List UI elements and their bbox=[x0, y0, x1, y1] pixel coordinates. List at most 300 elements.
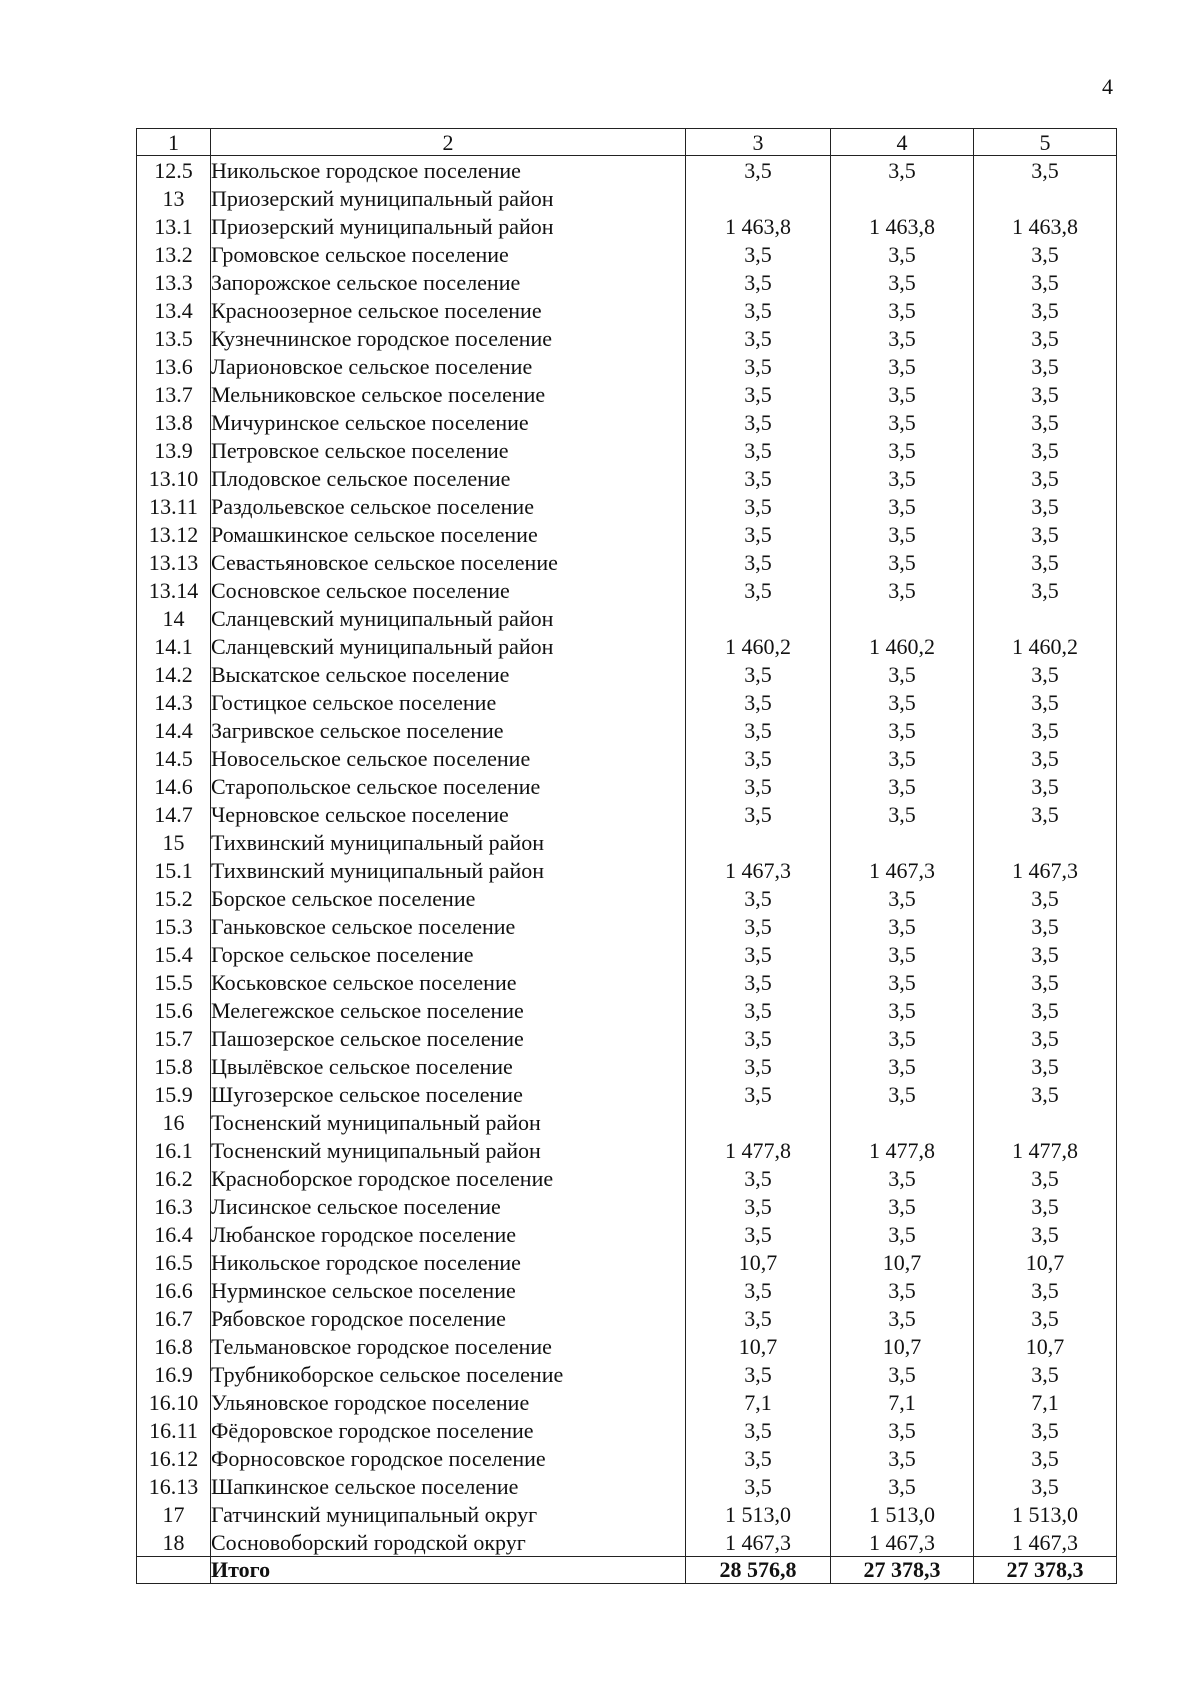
row-number: 14.1 bbox=[137, 632, 211, 660]
row-name: Любанское городское поселение bbox=[211, 1220, 686, 1248]
row-name: Тихвинский муниципальный район bbox=[211, 856, 686, 884]
row-value-col4: 1 477,8 bbox=[831, 1136, 974, 1164]
table-row bbox=[137, 1220, 1117, 1248]
row-value-col4: 3,5 bbox=[831, 1192, 974, 1220]
table-row bbox=[137, 1360, 1117, 1388]
row-number: 13.2 bbox=[137, 240, 211, 268]
row-name: Громовское сельское поселение bbox=[211, 240, 686, 268]
row-name: Ромашкинское сельское поселение bbox=[211, 520, 686, 548]
row-value-col3: 7,1 bbox=[686, 1388, 831, 1416]
row-name: Кузнечнинское городское поселение bbox=[211, 324, 686, 352]
row-value-col5: 3,5 bbox=[974, 968, 1117, 996]
row-name: Приозерский муниципальный район bbox=[211, 212, 686, 240]
row-number: 16.9 bbox=[137, 1360, 211, 1388]
row-value-col4: 3,5 bbox=[831, 1304, 974, 1332]
row-value-col5: 3,5 bbox=[974, 352, 1117, 380]
row-value-col5 bbox=[974, 184, 1117, 212]
table-body bbox=[137, 156, 1117, 1557]
column-header: 2 bbox=[211, 129, 686, 156]
table-row bbox=[137, 408, 1117, 436]
row-value-col4: 3,5 bbox=[831, 156, 974, 185]
row-value-col3: 3,5 bbox=[686, 940, 831, 968]
row-name: Ульяновское городское поселение bbox=[211, 1388, 686, 1416]
table-row bbox=[137, 800, 1117, 828]
table-row bbox=[137, 1108, 1117, 1136]
row-value-col3: 3,5 bbox=[686, 324, 831, 352]
row-value-col3: 3,5 bbox=[686, 744, 831, 772]
row-value-col5: 3,5 bbox=[974, 1360, 1117, 1388]
page-number: 4 bbox=[1102, 74, 1113, 99]
table-row bbox=[137, 912, 1117, 940]
row-value-col3: 3,5 bbox=[686, 996, 831, 1024]
row-value-col3: 3,5 bbox=[686, 912, 831, 940]
row-value-col4: 3,5 bbox=[831, 1360, 974, 1388]
row-number: 15.2 bbox=[137, 884, 211, 912]
row-name: Форносовское городское поселение bbox=[211, 1444, 686, 1472]
row-number: 13.14 bbox=[137, 576, 211, 604]
row-value-col4: 3,5 bbox=[831, 520, 974, 548]
table-row bbox=[137, 1500, 1117, 1528]
row-value-col5: 3,5 bbox=[974, 1304, 1117, 1332]
total-value-col5: 27 378,3 bbox=[974, 1557, 1117, 1584]
row-number: 14.4 bbox=[137, 716, 211, 744]
row-value-col3 bbox=[686, 604, 831, 632]
row-value-col3: 3,5 bbox=[686, 1220, 831, 1248]
row-name: Тосненский муниципальный район bbox=[211, 1136, 686, 1164]
row-name: Тихвинский муниципальный район bbox=[211, 828, 686, 856]
row-name: Мелегежское сельское поселение bbox=[211, 996, 686, 1024]
row-number: 15 bbox=[137, 828, 211, 856]
row-number: 15.6 bbox=[137, 996, 211, 1024]
row-value-col4: 3,5 bbox=[831, 240, 974, 268]
row-value-col5: 3,5 bbox=[974, 156, 1117, 185]
row-value-col4: 3,5 bbox=[831, 464, 974, 492]
row-value-col5: 3,5 bbox=[974, 800, 1117, 828]
total-value-col3: 28 576,8 bbox=[686, 1557, 831, 1584]
table-row bbox=[137, 576, 1117, 604]
table-row bbox=[137, 940, 1117, 968]
table-row bbox=[137, 1192, 1117, 1220]
total-row bbox=[137, 1557, 1117, 1584]
row-name: Петровское сельское поселение bbox=[211, 436, 686, 464]
row-value-col5: 3,5 bbox=[974, 296, 1117, 324]
row-value-col5: 3,5 bbox=[974, 688, 1117, 716]
row-value-col4: 3,5 bbox=[831, 408, 974, 436]
row-value-col3: 3,5 bbox=[686, 296, 831, 324]
row-name: Тосненский муниципальный район bbox=[211, 1108, 686, 1136]
row-value-col3 bbox=[686, 184, 831, 212]
row-number: 16.6 bbox=[137, 1276, 211, 1304]
allocation-table bbox=[136, 128, 1117, 1584]
row-value-col5: 3,5 bbox=[974, 324, 1117, 352]
table-row bbox=[137, 156, 1117, 185]
row-name: Мельниковское сельское поселение bbox=[211, 380, 686, 408]
row-value-col4: 3,5 bbox=[831, 324, 974, 352]
row-number: 15.4 bbox=[137, 940, 211, 968]
row-number: 14.3 bbox=[137, 688, 211, 716]
row-value-col5: 3,5 bbox=[974, 1416, 1117, 1444]
row-value-col5: 7,1 bbox=[974, 1388, 1117, 1416]
table-row bbox=[137, 296, 1117, 324]
row-value-col4: 1 463,8 bbox=[831, 212, 974, 240]
row-value-col5: 3,5 bbox=[974, 576, 1117, 604]
row-value-col4: 3,5 bbox=[831, 1024, 974, 1052]
row-value-col4: 3,5 bbox=[831, 800, 974, 828]
row-value-col4: 7,1 bbox=[831, 1388, 974, 1416]
row-value-col3: 3,5 bbox=[686, 660, 831, 688]
row-value-col3: 3,5 bbox=[686, 1052, 831, 1080]
row-value-col4: 3,5 bbox=[831, 912, 974, 940]
row-number: 15.9 bbox=[137, 1080, 211, 1108]
row-name: Шапкинское сельское поселение bbox=[211, 1472, 686, 1500]
row-value-col5: 10,7 bbox=[974, 1332, 1117, 1360]
row-number: 15.1 bbox=[137, 856, 211, 884]
row-name: Красноборское городское поселение bbox=[211, 1164, 686, 1192]
table-row bbox=[137, 772, 1117, 800]
row-name: Новосельское сельское поселение bbox=[211, 744, 686, 772]
row-number: 14.5 bbox=[137, 744, 211, 772]
row-value-col5: 3,5 bbox=[974, 884, 1117, 912]
table-row bbox=[137, 548, 1117, 576]
row-name: Мичуринское сельское поселение bbox=[211, 408, 686, 436]
row-value-col5: 3,5 bbox=[974, 1024, 1117, 1052]
row-value-col3: 10,7 bbox=[686, 1248, 831, 1276]
row-value-col4: 10,7 bbox=[831, 1248, 974, 1276]
row-value-col4: 3,5 bbox=[831, 1052, 974, 1080]
row-number: 16.11 bbox=[137, 1416, 211, 1444]
row-number: 15.8 bbox=[137, 1052, 211, 1080]
row-value-col4: 3,5 bbox=[831, 352, 974, 380]
row-value-col3: 3,5 bbox=[686, 268, 831, 296]
row-value-col3: 1 513,0 bbox=[686, 1500, 831, 1528]
row-value-col3: 3,5 bbox=[686, 408, 831, 436]
row-name: Красноозерное сельское поселение bbox=[211, 296, 686, 324]
table-row bbox=[137, 688, 1117, 716]
row-number: 15.7 bbox=[137, 1024, 211, 1052]
row-value-col3: 3,5 bbox=[686, 380, 831, 408]
row-name: Гостицкое сельское поселение bbox=[211, 688, 686, 716]
row-name: Запорожское сельское поселение bbox=[211, 268, 686, 296]
row-value-col5: 3,5 bbox=[974, 1192, 1117, 1220]
row-value-col4: 3,5 bbox=[831, 744, 974, 772]
row-name: Выскатское сельское поселение bbox=[211, 660, 686, 688]
row-value-col3: 3,5 bbox=[686, 240, 831, 268]
table-row bbox=[137, 1276, 1117, 1304]
row-number: 13.7 bbox=[137, 380, 211, 408]
row-value-col3 bbox=[686, 1108, 831, 1136]
row-value-col3: 3,5 bbox=[686, 352, 831, 380]
table-row bbox=[137, 268, 1117, 296]
row-value-col5: 3,5 bbox=[974, 1052, 1117, 1080]
row-value-col4: 3,5 bbox=[831, 268, 974, 296]
row-value-col5: 3,5 bbox=[974, 1220, 1117, 1248]
row-name: Раздольевское сельское поселение bbox=[211, 492, 686, 520]
row-value-col4: 3,5 bbox=[831, 548, 974, 576]
row-value-col5: 3,5 bbox=[974, 548, 1117, 576]
row-name: Пашозерское сельское поселение bbox=[211, 1024, 686, 1052]
row-value-col4: 3,5 bbox=[831, 660, 974, 688]
row-number: 16.8 bbox=[137, 1332, 211, 1360]
row-value-col5: 3,5 bbox=[974, 1164, 1117, 1192]
row-value-col4 bbox=[831, 1108, 974, 1136]
column-header: 4 bbox=[831, 129, 974, 156]
row-value-col4: 1 467,3 bbox=[831, 856, 974, 884]
row-name: Сосновское сельское поселение bbox=[211, 576, 686, 604]
row-value-col3: 1 463,8 bbox=[686, 212, 831, 240]
row-number: 13.3 bbox=[137, 268, 211, 296]
row-name: Сланцевский муниципальный район bbox=[211, 632, 686, 660]
row-value-col5: 3,5 bbox=[974, 1472, 1117, 1500]
total-value-col4: 27 378,3 bbox=[831, 1557, 974, 1584]
row-value-col4: 3,5 bbox=[831, 996, 974, 1024]
table-row bbox=[137, 1388, 1117, 1416]
row-name: Черновское сельское поселение bbox=[211, 800, 686, 828]
row-value-col3: 3,5 bbox=[686, 772, 831, 800]
row-name: Лисинское сельское поселение bbox=[211, 1192, 686, 1220]
table-row bbox=[137, 1248, 1117, 1276]
row-value-col5: 3,5 bbox=[974, 744, 1117, 772]
row-value-col3: 3,5 bbox=[686, 156, 831, 185]
table-row bbox=[137, 1472, 1117, 1500]
table-row bbox=[137, 492, 1117, 520]
row-value-col5: 3,5 bbox=[974, 996, 1117, 1024]
row-number: 15.5 bbox=[137, 968, 211, 996]
table-row bbox=[137, 1444, 1117, 1472]
row-value-col4 bbox=[831, 828, 974, 856]
row-value-col3: 3,5 bbox=[686, 1192, 831, 1220]
row-number: 13.5 bbox=[137, 324, 211, 352]
row-value-col4: 3,5 bbox=[831, 884, 974, 912]
table-row bbox=[137, 352, 1117, 380]
column-header: 5 bbox=[974, 129, 1117, 156]
table-row bbox=[137, 632, 1117, 660]
row-value-col4: 3,5 bbox=[831, 380, 974, 408]
row-number: 13.9 bbox=[137, 436, 211, 464]
row-value-col3: 1 467,3 bbox=[686, 856, 831, 884]
table-row bbox=[137, 604, 1117, 632]
row-number: 17 bbox=[137, 1500, 211, 1528]
row-number: 16.5 bbox=[137, 1248, 211, 1276]
column-header: 1 bbox=[137, 129, 211, 156]
row-value-col4: 3,5 bbox=[831, 436, 974, 464]
table-row bbox=[137, 1080, 1117, 1108]
row-value-col3: 3,5 bbox=[686, 1164, 831, 1192]
row-value-col4: 3,5 bbox=[831, 1220, 974, 1248]
row-number: 13.11 bbox=[137, 492, 211, 520]
row-value-col5: 3,5 bbox=[974, 408, 1117, 436]
row-number: 16.4 bbox=[137, 1220, 211, 1248]
table-row bbox=[137, 716, 1117, 744]
row-name: Шугозерское сельское поселение bbox=[211, 1080, 686, 1108]
row-value-col5: 3,5 bbox=[974, 464, 1117, 492]
row-value-col3: 3,5 bbox=[686, 492, 831, 520]
row-value-col3: 1 467,3 bbox=[686, 1528, 831, 1557]
row-value-col3: 3,5 bbox=[686, 688, 831, 716]
row-value-col3: 3,5 bbox=[686, 1472, 831, 1500]
table-row bbox=[137, 240, 1117, 268]
row-value-col3: 10,7 bbox=[686, 1332, 831, 1360]
row-value-col5: 3,5 bbox=[974, 380, 1117, 408]
row-number: 15.3 bbox=[137, 912, 211, 940]
row-number: 16.3 bbox=[137, 1192, 211, 1220]
row-value-col4: 3,5 bbox=[831, 688, 974, 716]
row-value-col5: 1 477,8 bbox=[974, 1136, 1117, 1164]
table-row bbox=[137, 828, 1117, 856]
row-value-col4: 3,5 bbox=[831, 1276, 974, 1304]
row-value-col3: 3,5 bbox=[686, 576, 831, 604]
row-value-col4: 3,5 bbox=[831, 576, 974, 604]
row-value-col4: 1 460,2 bbox=[831, 632, 974, 660]
row-value-col5: 3,5 bbox=[974, 268, 1117, 296]
row-number: 12.5 bbox=[137, 156, 211, 185]
row-value-col4: 10,7 bbox=[831, 1332, 974, 1360]
row-number: 13.8 bbox=[137, 408, 211, 436]
row-value-col3: 3,5 bbox=[686, 800, 831, 828]
row-value-col5 bbox=[974, 604, 1117, 632]
row-value-col5: 3,5 bbox=[974, 520, 1117, 548]
row-name: Цвылёвское сельское поселение bbox=[211, 1052, 686, 1080]
row-value-col3: 1 477,8 bbox=[686, 1136, 831, 1164]
table-row bbox=[137, 436, 1117, 464]
row-value-col3: 1 460,2 bbox=[686, 632, 831, 660]
table-row bbox=[137, 968, 1117, 996]
row-value-col4 bbox=[831, 184, 974, 212]
row-value-col5: 10,7 bbox=[974, 1248, 1117, 1276]
row-value-col3: 3,5 bbox=[686, 884, 831, 912]
total-num-cell bbox=[137, 1557, 211, 1584]
row-number: 18 bbox=[137, 1528, 211, 1557]
row-number: 13.13 bbox=[137, 548, 211, 576]
row-name: Борское сельское поселение bbox=[211, 884, 686, 912]
row-name: Старопольское сельское поселение bbox=[211, 772, 686, 800]
row-value-col5: 3,5 bbox=[974, 716, 1117, 744]
row-number: 14.6 bbox=[137, 772, 211, 800]
table-row bbox=[137, 1024, 1117, 1052]
table-row bbox=[137, 1332, 1117, 1360]
row-number: 16 bbox=[137, 1108, 211, 1136]
table-row bbox=[137, 184, 1117, 212]
row-value-col4: 3,5 bbox=[831, 716, 974, 744]
row-value-col4: 3,5 bbox=[831, 1164, 974, 1192]
row-value-col5: 3,5 bbox=[974, 492, 1117, 520]
row-name: Сланцевский муниципальный район bbox=[211, 604, 686, 632]
row-value-col3: 3,5 bbox=[686, 436, 831, 464]
table-row bbox=[137, 1164, 1117, 1192]
row-name: Ганьковское сельское поселение bbox=[211, 912, 686, 940]
table-row bbox=[137, 1304, 1117, 1332]
row-value-col4: 1 467,3 bbox=[831, 1528, 974, 1557]
row-value-col5 bbox=[974, 828, 1117, 856]
row-value-col4: 3,5 bbox=[831, 772, 974, 800]
row-name: Рябовское городское поселение bbox=[211, 1304, 686, 1332]
row-name: Сосновоборский городской округ bbox=[211, 1528, 686, 1557]
row-name: Приозерский муниципальный район bbox=[211, 184, 686, 212]
row-name: Загривское сельское поселение bbox=[211, 716, 686, 744]
column-header: 3 bbox=[686, 129, 831, 156]
row-number: 16.2 bbox=[137, 1164, 211, 1192]
row-value-col5: 1 513,0 bbox=[974, 1500, 1117, 1528]
row-name: Нурминское сельское поселение bbox=[211, 1276, 686, 1304]
row-value-col5: 3,5 bbox=[974, 1080, 1117, 1108]
row-number: 16.10 bbox=[137, 1388, 211, 1416]
row-value-col4: 1 513,0 bbox=[831, 1500, 974, 1528]
row-value-col3: 3,5 bbox=[686, 1360, 831, 1388]
row-name: Никольское городское поселение bbox=[211, 156, 686, 185]
table-row bbox=[137, 884, 1117, 912]
table-row bbox=[137, 324, 1117, 352]
row-name: Горское сельское поселение bbox=[211, 940, 686, 968]
row-value-col5: 3,5 bbox=[974, 1444, 1117, 1472]
row-value-col5 bbox=[974, 1108, 1117, 1136]
table-row bbox=[137, 1052, 1117, 1080]
row-value-col5: 1 467,3 bbox=[974, 856, 1117, 884]
row-name: Ларионовское сельское поселение bbox=[211, 352, 686, 380]
row-value-col3: 3,5 bbox=[686, 1416, 831, 1444]
row-value-col5: 1 467,3 bbox=[974, 1528, 1117, 1557]
row-number: 14.2 bbox=[137, 660, 211, 688]
table-row bbox=[137, 1416, 1117, 1444]
row-value-col3: 3,5 bbox=[686, 548, 831, 576]
row-number: 14.7 bbox=[137, 800, 211, 828]
table-row bbox=[137, 464, 1117, 492]
row-value-col3: 3,5 bbox=[686, 464, 831, 492]
table-row bbox=[137, 856, 1117, 884]
row-value-col4: 3,5 bbox=[831, 492, 974, 520]
table-row bbox=[137, 520, 1117, 548]
row-value-col4: 3,5 bbox=[831, 1472, 974, 1500]
row-name: Никольское городское поселение bbox=[211, 1248, 686, 1276]
row-value-col3: 3,5 bbox=[686, 1276, 831, 1304]
row-name: Севастьяновское сельское поселение bbox=[211, 548, 686, 576]
row-value-col4: 3,5 bbox=[831, 1080, 974, 1108]
column-number-header-row bbox=[137, 129, 1117, 156]
table-row bbox=[137, 1528, 1117, 1557]
row-number: 16.13 bbox=[137, 1472, 211, 1500]
row-name: Трубникоборское сельское поселение bbox=[211, 1360, 686, 1388]
table-row bbox=[137, 380, 1117, 408]
row-value-col4: 3,5 bbox=[831, 940, 974, 968]
row-value-col5: 3,5 bbox=[974, 912, 1117, 940]
row-number: 13 bbox=[137, 184, 211, 212]
row-value-col3 bbox=[686, 828, 831, 856]
row-value-col4: 3,5 bbox=[831, 1444, 974, 1472]
row-value-col3: 3,5 bbox=[686, 1304, 831, 1332]
row-name: Плодовское сельское поселение bbox=[211, 464, 686, 492]
row-value-col5: 3,5 bbox=[974, 1276, 1117, 1304]
row-number: 13.10 bbox=[137, 464, 211, 492]
table-row bbox=[137, 1136, 1117, 1164]
row-value-col3: 3,5 bbox=[686, 968, 831, 996]
row-name: Гатчинский муниципальный округ bbox=[211, 1500, 686, 1528]
row-name: Тельмановское городское поселение bbox=[211, 1332, 686, 1360]
row-name: Коськовское сельское поселение bbox=[211, 968, 686, 996]
row-number: 14 bbox=[137, 604, 211, 632]
table-row bbox=[137, 212, 1117, 240]
row-value-col5: 3,5 bbox=[974, 240, 1117, 268]
row-value-col3: 3,5 bbox=[686, 1444, 831, 1472]
total-label: Итого bbox=[211, 1557, 686, 1584]
row-value-col3: 3,5 bbox=[686, 520, 831, 548]
table-row bbox=[137, 744, 1117, 772]
row-value-col5: 3,5 bbox=[974, 940, 1117, 968]
table-row bbox=[137, 660, 1117, 688]
row-value-col5: 3,5 bbox=[974, 772, 1117, 800]
row-number: 16.1 bbox=[137, 1136, 211, 1164]
row-value-col4 bbox=[831, 604, 974, 632]
row-value-col5: 1 460,2 bbox=[974, 632, 1117, 660]
row-number: 16.12 bbox=[137, 1444, 211, 1472]
row-number: 13.6 bbox=[137, 352, 211, 380]
